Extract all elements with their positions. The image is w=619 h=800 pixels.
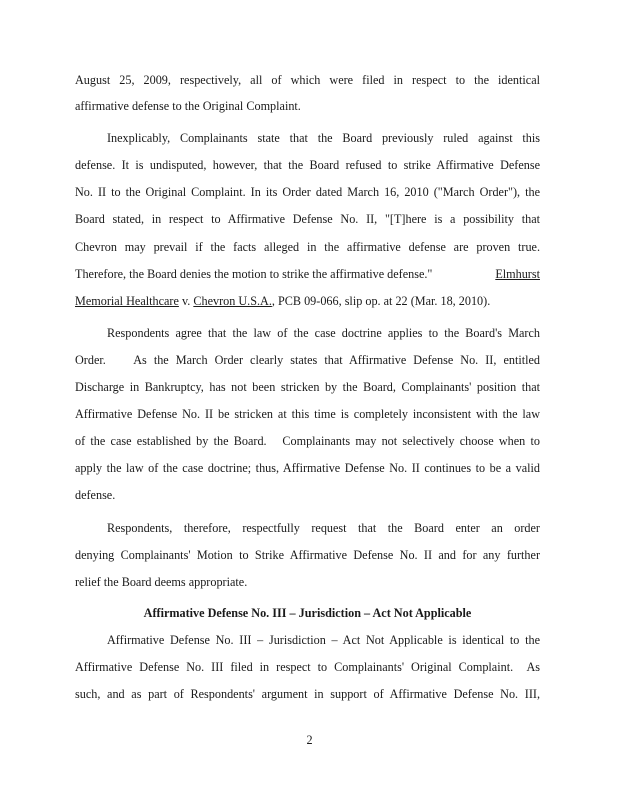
case-name-part-2: Memorial Healthcare	[75, 294, 179, 308]
text-line: denying Complainants' Motion to Strike Affirmative Defense No. II and for any further	[75, 548, 540, 562]
section-heading: Affirmative Defense No. III – Jurisdiction – Act Not Applicable	[143, 606, 472, 620]
text-line: August 25, 2009, respectively, all of which were filed in respect to the identical	[75, 73, 540, 87]
text-line: defense. It is undisputed, however, that the Board refused to strike Affirmative Defense	[75, 158, 540, 172]
text-line: Inexplicably, Complainants state that the Board previously ruled against this	[107, 131, 540, 145]
text-line: defense.	[75, 488, 116, 502]
text-line: Affirmative Defense No. III – Jurisdiction – Act Not Applicable is identical to the	[107, 633, 540, 647]
case-citation: , PCB 09-066, slip op. at 22 (Mar. 18, 2010).	[271, 294, 491, 308]
case-name-part-1: Elmhurst	[495, 267, 540, 281]
text-span: Therefore, the Board denies the motion to strike the affirmative defense."	[75, 267, 433, 281]
text-line: No. II to the Original Complaint. In its Order dated March 16, 2010 ("March Order"), the	[75, 185, 540, 199]
text-line: Respondents, therefore, respectfully request that the Board enter an order	[107, 521, 540, 535]
case-versus: v.	[181, 294, 191, 308]
text-line: Affirmative Defense No. III filed in respect to Complainants' Original Complaint. As	[75, 660, 540, 674]
text-line: apply the law of the case doctrine; thus, Affirmative Defense No. II continues to be a valid	[75, 461, 540, 475]
text-line: of the case established by the Board. Complainants may not selectively choose when to	[75, 434, 540, 448]
text-line: Board stated, in respect to Affirmative Defense No. II, "[T]here is a possibility that	[75, 212, 540, 226]
text-line: Respondents agree that the law of the case doctrine applies to the Board's March	[107, 326, 540, 340]
text-line	[75, 267, 540, 281]
text-line: such, and as part of Respondents' argument in support of Affirmative Defense No. III,	[75, 687, 540, 701]
text-line: affirmative defense to the Original Complaint.	[75, 99, 301, 113]
case-party: Chevron U.S.A.	[193, 294, 272, 308]
text-line: relief the Board deems appropriate.	[75, 575, 248, 589]
text-line: Discharge in Bankruptcy, has not been stricken by the Board, Complainants' position that	[75, 380, 540, 394]
text-line: Order. As the March Order clearly states that Affirmative Defense No. II, entitled	[75, 353, 540, 367]
text-line: Chevron may prevail if the facts alleged in the affirmative defense are proven true.	[75, 240, 540, 254]
text-line	[75, 294, 540, 308]
page-number: 2	[306, 733, 313, 747]
text-line: Affirmative Defense No. II be stricken at this time is completely inconsistent with the law	[75, 407, 540, 421]
